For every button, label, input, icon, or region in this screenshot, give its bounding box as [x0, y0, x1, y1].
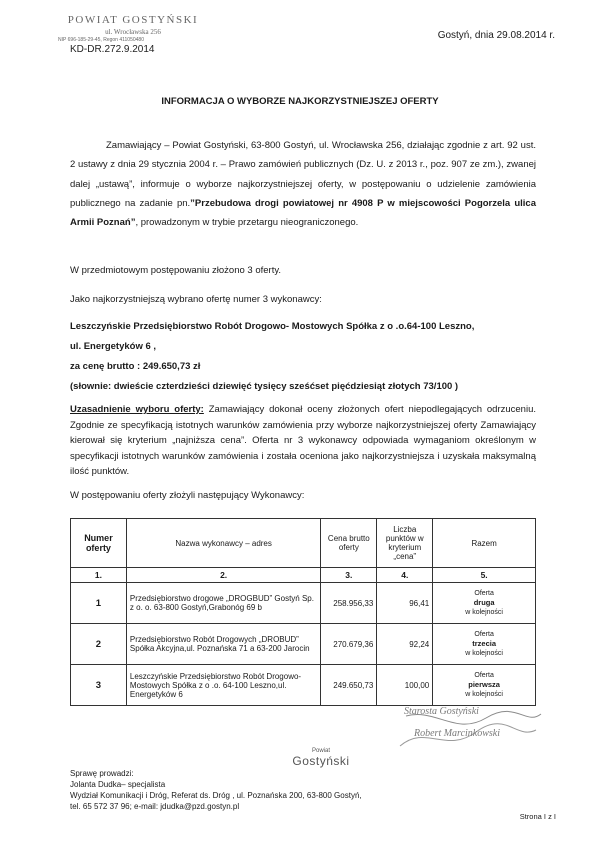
contractor-name: Leszczyńskie Przedsiębiorstwo Robót Drogowo-Mostowych Spółka z o .o. 64-100 Leszno,ul. Energetyków 6 [126, 665, 320, 706]
table-row [71, 583, 536, 624]
table-row [71, 665, 536, 706]
result-suffix: w kolejności [465, 691, 503, 698]
index-cell: 4. [377, 568, 433, 583]
index-cell: 5. [433, 568, 536, 583]
index-cell: 1. [71, 568, 127, 583]
signatory-title: Starosta Gostyński [404, 706, 479, 717]
winner-block [70, 317, 536, 397]
place-date: Gostyń, dnia 29.08.2014 r. [437, 30, 555, 41]
offer-price: 258.956,33 [321, 583, 377, 624]
intro-paragraph [70, 136, 536, 232]
winner-name: Leszczyńskie Przedsiębiorstwo Robót Drogowo- Mostowych Spółka z o .o.64-100 Leszno, [70, 321, 475, 332]
signatory-name: Robert Marcinkowski [414, 728, 501, 739]
footer-contact [70, 768, 362, 812]
offer-result [433, 583, 536, 624]
header-price: Cena brutto oferty [321, 519, 377, 568]
footer-line: tel. 65 572 37 96; e-mail: jdudka@pzd.gostyn.pl [70, 802, 240, 811]
justification-label: Uzasadnienie wyboru oferty: [70, 404, 204, 415]
table-intro: W postępowaniu oferty złożyli następujący Wykonawcy: [70, 490, 305, 501]
result-rank: druga [473, 598, 495, 607]
stamp-address: ul. Wrocławska 256 [105, 28, 161, 36]
institution-stamp [58, 14, 208, 43]
index-cell: 3. [321, 568, 377, 583]
result-rank: trzecia [472, 639, 496, 648]
header-points: Liczba punktów w kryterium „cena” [377, 519, 433, 568]
logo-big-text: Gostyński [292, 754, 350, 768]
offers-table [70, 518, 536, 706]
task-name: ”Przebudowa drogi powiatowej nr 4908 P w miejscowości Pogorzela ulica Armii Poznań” [70, 197, 536, 229]
index-cell: 2. [126, 568, 320, 583]
offer-number: 3 [71, 665, 127, 706]
winner-price: za cenę brutto : 249.650,73 zł [70, 361, 201, 372]
stamp-name: POWIAT GOSTYŃSKI [67, 14, 199, 26]
chosen-offer-intro: Jako najkorzystniejszą wybrano ofertę numer 3 wykonawcy: [70, 294, 322, 305]
intro-text-end: , prowadzonym w trybie przetargu nieograniczonego. [135, 217, 359, 229]
stamp-ids: NIP 696-185-29-45, Regon 411050480 [58, 37, 144, 43]
header-contractor: Nazwa wykonawcy – adres [126, 519, 320, 568]
table-index-row [71, 568, 536, 583]
winner-street: ul. Energetyków 6 , [70, 341, 157, 352]
result-rank: pierwsza [468, 680, 500, 689]
logo-small-text: Powiat [311, 748, 330, 754]
contractor-name: Przedsiębiorstwo drogowe „DROGBUD” Gostyń Sp. z o. o. 63-800 Gostyń,Grabonóg 69 b [126, 583, 320, 624]
header-offer-number: Numer oferty [71, 519, 127, 568]
header-total: Razem [433, 519, 536, 568]
result-suffix: w kolejności [465, 609, 503, 616]
footer-line: Wydział Komunikacji i Dróg, Referat ds. Dróg , ul. Poznańska 200, 63-800 Gostyń, [70, 791, 362, 800]
page-number: Strona I z I [519, 812, 556, 821]
offer-points: 100,00 [377, 665, 433, 706]
footer-line: Sprawę prowadzi: [70, 769, 134, 778]
justification-paragraph [70, 402, 536, 480]
contractor-name: Przedsiębiorstwo Robót Drogowych „DROBUD” Spółka Akcyjna,ul. Poznańska 71 a 63-200 Jarocin [126, 624, 320, 665]
powiat-logo [276, 748, 366, 768]
signature-stamp [396, 706, 546, 756]
offer-number: 1 [71, 583, 127, 624]
winner-price-words: (słownie: dwieście czterdzieści dziewięć tysięcy sześćset pięćdziesiąt złotych 73/100 ) [70, 381, 459, 392]
result-suffix: w kolejności [465, 650, 503, 657]
offer-price: 249.650,73 [321, 665, 377, 706]
offer-number: 2 [71, 624, 127, 665]
intro-text: Zamawiający – Powiat Gostyński, 63-800 Gostyń, ul. Wrocławska 256, działając zgodnie z art. 92 ust. 2 ustawy z dnia 29 stycznia 2004 r. – Prawo zamówień publicznych (Dz. U. z 2013 r., poz. 907 ze zm.), zwanej dalej „ustawą”, informuje o wyborze najkorzystniejszej oferty, w postępowaniu o udzielenie zamówienia publicznego na zadanie pn. [70, 140, 536, 209]
result-label: Oferta [474, 590, 494, 597]
result-label: Oferta [474, 631, 494, 638]
offer-points: 92,24 [377, 624, 433, 665]
justification-text: Zamawiający dokonał oceny złożonych ofert niepodlegających odrzuceniu. Zgodnie ze specyfikacją istotnych warunków zamówienia przy wyborze najkorzystniejszej oferty Zamawiający kierował się kryterium „najniższa cena”. Oferta nr 3 wykonawcy odpowiada wymaganiom określonym w specyfikacji istotnych warunków zamówienia i została oceniona jako najkorzystniejsza i uzyskała maksymalną ilość punktów. [70, 404, 536, 478]
offers-count: W przedmiotowym postępowaniu złożono 3 oferty. [70, 265, 282, 276]
table-row [71, 624, 536, 665]
offer-result [433, 624, 536, 665]
table-header-row [71, 519, 536, 568]
offer-points: 96,41 [377, 583, 433, 624]
document-title: INFORMACJA O WYBORZE NAJKORZYSTNIEJSZEJ OFERTY [161, 96, 439, 107]
offer-price: 270.679,36 [321, 624, 377, 665]
offer-result [433, 665, 536, 706]
reference-number: KD-DR.272.9.2014 [70, 44, 155, 55]
footer-line: Jolanta Dudka– specjalista [70, 780, 166, 789]
result-label: Oferta [474, 672, 494, 679]
